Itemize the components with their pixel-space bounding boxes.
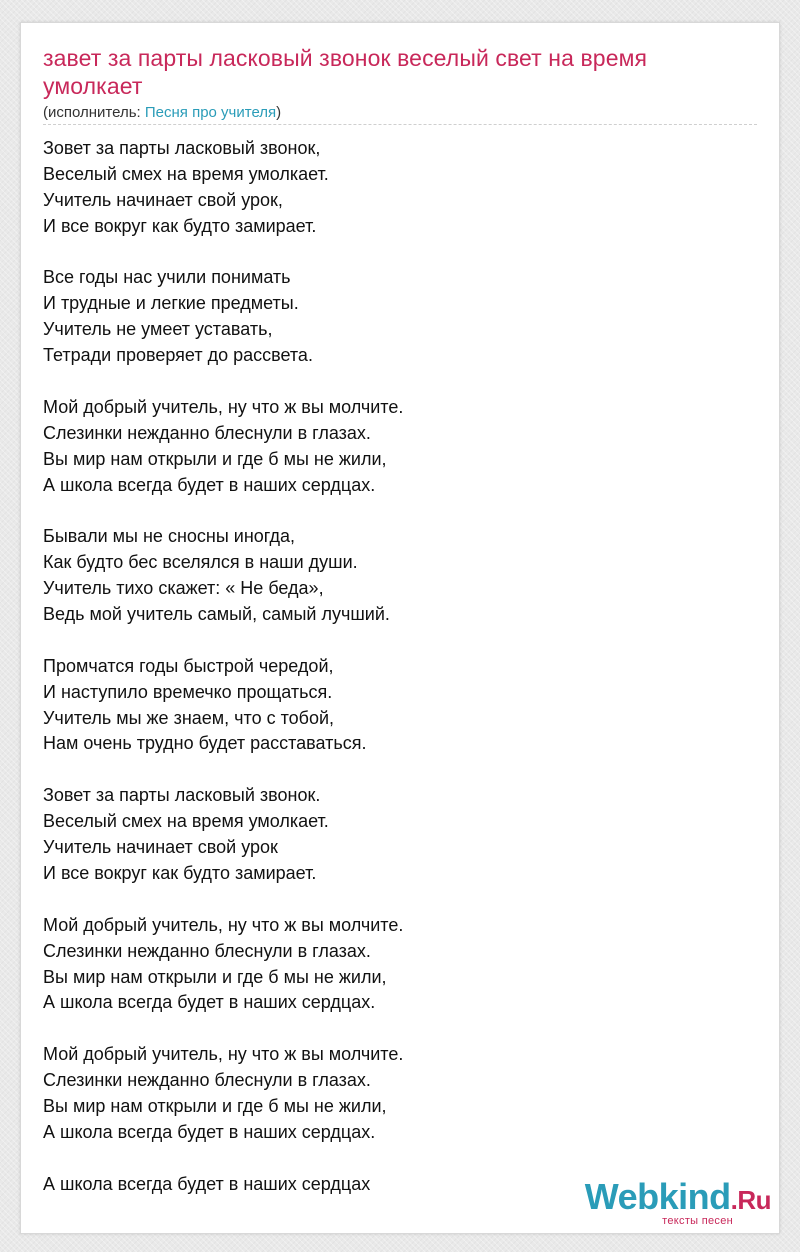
lyric-spacer	[43, 887, 743, 913]
logo-tagline: тексты песен	[662, 1215, 733, 1227]
lyric-line: Вы мир нам открыли и где б мы не жили,	[43, 448, 387, 469]
lyric-line: И все вокруг как будто замирает.	[43, 215, 317, 236]
divider	[43, 124, 757, 125]
lyric-line: Бывали мы не сносны иногда,	[43, 526, 296, 547]
song-title: завет за парты ласковый звонок веселый свет на время умолкает	[43, 45, 648, 99]
lyric-line: Вы мир нам открыли и где б мы не жили,	[43, 1095, 387, 1116]
lyric-line: Слезинки нежданно блеснули в глазах.	[43, 1070, 371, 1091]
logo-suffix: .Ru	[730, 1185, 771, 1215]
lyric-spacer	[43, 498, 743, 524]
site-logo[interactable]	[584, 1176, 771, 1227]
lyric-line: Мой добрый учитель, ну что ж вы молчите.	[43, 1044, 404, 1065]
lyric-line: Учитель начинает свой урок	[43, 837, 278, 858]
lyric-line: Ведь мой учитель самый, самый лучший.	[43, 604, 390, 625]
lyric-spacer	[43, 757, 743, 783]
lyric-line: А школа всегда будет в наших сердцах.	[43, 1121, 376, 1142]
lyric-line: Как будто бес вселялся в наши души.	[43, 552, 358, 573]
lyric-line: Тетради проверяет до рассвета.	[43, 345, 313, 366]
lyric-line: А школа всегда будет в наших сердцах.	[43, 992, 376, 1013]
lyric-line: А школа всегда будет в наших сердцах.	[43, 474, 376, 495]
lyric-line: Зовет за парты ласковый звонок.	[43, 785, 321, 806]
lyric-line: Все годы нас учили понимать	[43, 267, 291, 288]
lyric-line: Учитель не умеет уставать,	[43, 319, 273, 340]
lyrics-card	[20, 22, 780, 1234]
lyrics-body	[43, 136, 743, 1198]
lyric-line: Учитель мы же знаем, что с тобой,	[43, 707, 335, 728]
lyric-line: Мой добрый учитель, ну что ж вы молчите.	[43, 396, 404, 417]
lyric-line: Зовет за парты ласковый звонок,	[43, 138, 321, 158]
lyric-line: Учитель начинает свой урок,	[43, 189, 283, 210]
lyric-spacer	[43, 369, 743, 395]
lyric-line: Вы мир нам открыли и где б мы не жили,	[43, 966, 387, 987]
lyric-spacer	[43, 1146, 743, 1172]
lyric-line: Слезинки нежданно блеснули в глазах.	[43, 940, 371, 961]
lyric-line: Веселый смех на время умолкает.	[43, 163, 329, 184]
lyric-line: Учитель тихо скажет: « Не беда»,	[43, 578, 324, 599]
artist-suffix: )	[276, 104, 282, 121]
lyric-spacer	[43, 628, 743, 654]
lyric-line: И все вокруг как будто замирает.	[43, 862, 317, 883]
lyric-line: И трудные и легкие предметы.	[43, 293, 299, 314]
logo-wordmark	[584, 1176, 771, 1218]
lyric-line: А школа всегда будет в наших сердцах	[43, 1173, 371, 1194]
artist-line	[43, 104, 281, 122]
artist-link[interactable]: Песня про учителя	[144, 104, 277, 121]
lyric-line: Нам очень трудно будет расставаться.	[43, 733, 367, 754]
lyric-spacer	[43, 1016, 743, 1042]
lyric-line: Веселый смех на время умолкает.	[43, 811, 329, 832]
lyric-line: Промчатся годы быстрой чередой,	[43, 655, 334, 676]
logo-main-text: Webkind	[584, 1176, 731, 1217]
lyric-line: Мой добрый учитель, ну что ж вы молчите.	[43, 914, 404, 935]
artist-prefix: (исполнитель:	[43, 104, 145, 121]
lyric-spacer	[43, 240, 743, 266]
lyric-line: Слезинки нежданно блеснули в глазах.	[43, 422, 371, 443]
lyric-line: И наступило времечко прощаться.	[43, 681, 333, 702]
